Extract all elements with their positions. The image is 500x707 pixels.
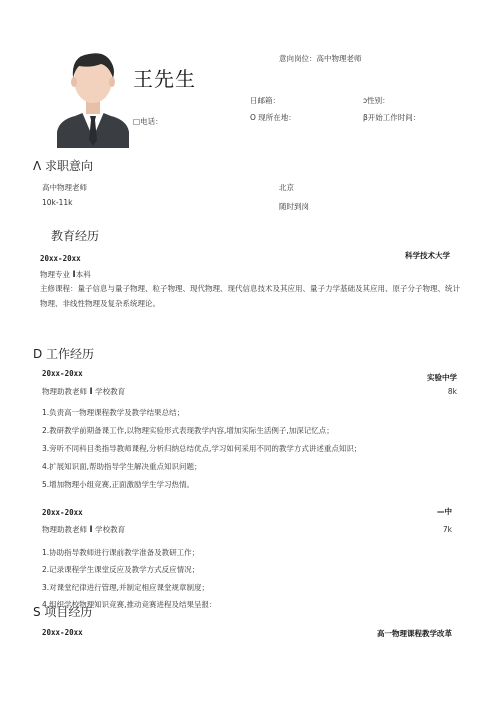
education-school: 科学技术大学 bbox=[405, 251, 450, 260]
intention-salary: 10k-11k bbox=[42, 198, 73, 207]
education-major-name: 物理专业 bbox=[40, 270, 70, 279]
job-1-role-title: 物理助教老师 bbox=[42, 387, 87, 396]
project-date: 20xx-20xx bbox=[42, 628, 83, 637]
job-2-role bbox=[42, 524, 125, 535]
section-title-education: 教育经历 bbox=[51, 229, 100, 243]
job-2-item-3: 3.对课堂纪律进行管理,并制定相应课堂规章制度； bbox=[42, 583, 210, 592]
education-date: 20xx-20xx bbox=[40, 254, 81, 263]
job-2-item-2: 2.记录课程学生课堂反应及教学方式反应情况； bbox=[42, 565, 200, 574]
job-2-item-4: 4.组织学校物理知识竞赛,推动竞赛进程及结果呈报： bbox=[42, 600, 217, 609]
intended-position: 意向岗位：高中物理老师 bbox=[279, 54, 362, 63]
job-2-date: 20xx-20xx bbox=[42, 508, 83, 517]
job-1-item-1: 1.负责高一物理课程教学及教学结果总结； bbox=[42, 408, 185, 417]
education-courses: 主修课程：量子信息与量子物理、粒子物理、现代物理、现代信息技术及其应用、量子力学基础及其应用、原子分子物理、统计物理、非线性物理及复杂系统理论。 bbox=[40, 284, 460, 308]
gender-field: ↄ性别： bbox=[363, 96, 390, 105]
intention-city: 北京 bbox=[279, 183, 294, 192]
email-field: 日邮箱： bbox=[250, 96, 280, 105]
project-name: 高一物理课程教学改革 bbox=[377, 629, 452, 638]
intention-availability: 随时到岗 bbox=[279, 202, 309, 211]
residence-field: O 现所在地： bbox=[250, 113, 296, 122]
section-title-work: D 工作经历 bbox=[33, 347, 95, 361]
job-1-item-2: 2.教研教学前期备课工作,以物理实验形式表现教学内容,增加实际生活例子,加深记忆点； bbox=[42, 426, 334, 435]
intention-position: 高中物理老师 bbox=[42, 183, 87, 192]
job-1-date: 20xx-20xx bbox=[42, 369, 83, 378]
avatar bbox=[55, 40, 131, 148]
job-2-dept: 学校教育 bbox=[95, 525, 126, 534]
education-degree: 本科 bbox=[75, 270, 91, 279]
job-1-item-3: 3.旁听不同科目类指导教师课程,分析归纳总结优点,学习如何采用不同的教学方式讲述重点知识； bbox=[42, 444, 362, 453]
job-1-role bbox=[42, 386, 125, 397]
education-major bbox=[40, 269, 91, 280]
job-1-company: 实验中学 bbox=[427, 373, 457, 382]
job-2-company: —中 bbox=[437, 507, 452, 516]
job-1-dept: 学校教育 bbox=[95, 387, 126, 396]
job-2-separator: I bbox=[89, 525, 93, 535]
job-1-item-4: 4.扩展知识面,帮助指导学生解决重点知识问题； bbox=[42, 462, 202, 471]
phone-field: □电话： bbox=[133, 117, 163, 126]
section-title-intention: Λ 求职意向 bbox=[33, 159, 94, 173]
job-1-salary: 8k bbox=[447, 387, 457, 396]
candidate-name: 王先生 bbox=[133, 67, 196, 91]
education-separator: I bbox=[72, 270, 76, 280]
job-2-item-1: 1.协助指导教师进行课前教学准备及教研工作； bbox=[42, 548, 200, 557]
job-1-item-5: 5.增加物理小组竞赛,正面激励学生学习热情。 bbox=[42, 480, 195, 489]
section-title-projects: S 项目经历 bbox=[33, 605, 93, 619]
job-2-role-title: 物理助教老师 bbox=[42, 525, 87, 534]
avatar-illustration-icon bbox=[55, 40, 131, 148]
job-2-salary: 7k bbox=[442, 525, 452, 534]
start-time-field: β开始工作时间： bbox=[363, 113, 421, 122]
job-1-separator: I bbox=[89, 387, 93, 397]
